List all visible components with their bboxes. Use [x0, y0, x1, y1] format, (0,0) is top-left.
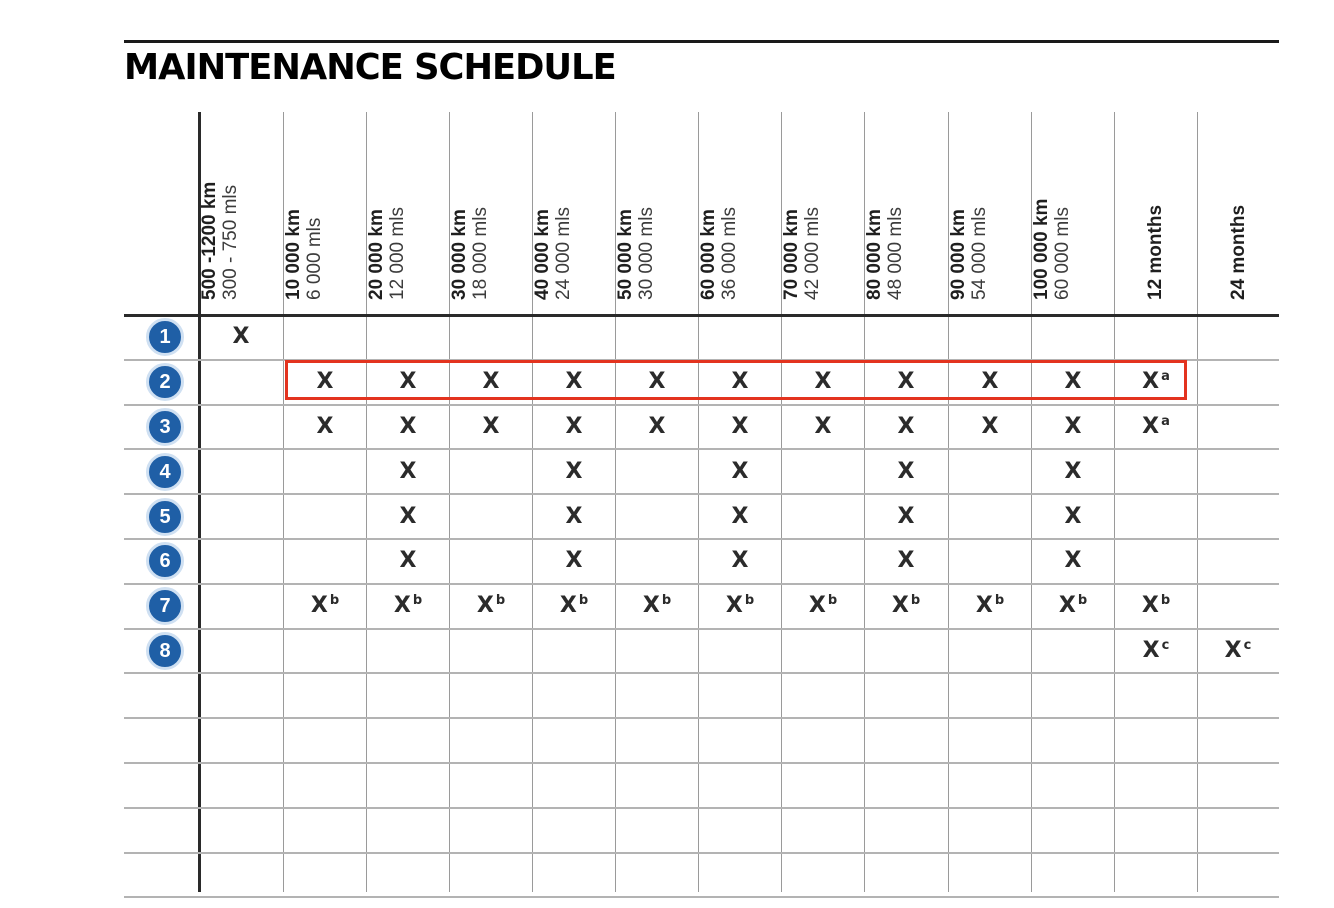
- schedule-mark: X: [1064, 414, 1082, 439]
- schedule-mark: X: [482, 414, 500, 439]
- schedule-mark: X: [981, 414, 999, 439]
- schedule-mark: X: [1064, 459, 1082, 484]
- footnote-marker: c: [1243, 638, 1252, 653]
- row-number-badge: 8: [146, 632, 184, 670]
- schedule-mark: X: [316, 414, 334, 439]
- column-header-secondary: 60 000 mls: [1052, 207, 1073, 300]
- schedule-mark: X: [1064, 369, 1082, 394]
- column-header-primary: 70 000 km: [781, 209, 802, 300]
- column-header-secondary: 18 000 mls: [470, 207, 491, 300]
- column-header-primary: 10 000 km: [283, 209, 304, 300]
- column-header-primary: 500 -1200 km: [199, 181, 220, 300]
- row-divider: [124, 448, 1279, 450]
- row-divider: [124, 896, 1279, 898]
- footnote-marker: b: [495, 593, 506, 608]
- row-divider: [124, 628, 1279, 630]
- column-header-primary: 20 000 km: [366, 209, 387, 300]
- schedule-mark: X: [648, 414, 666, 439]
- schedule-mark: X: [565, 414, 583, 439]
- column-header-primary: 80 000 km: [864, 209, 885, 300]
- footnote-marker: b: [1160, 593, 1171, 608]
- column-header-secondary: 36 000 mls: [719, 207, 740, 300]
- column-header-primary: 30 000 km: [449, 209, 470, 300]
- schedule-mark: X: [399, 414, 417, 439]
- column-header-primary: 50 000 km: [615, 209, 636, 300]
- footnote-marker: b: [910, 593, 921, 608]
- schedule-mark: X: [897, 504, 915, 529]
- schedule-mark: X: [731, 504, 749, 529]
- row-number-badge: 2: [146, 363, 184, 401]
- schedule-mark: X: [648, 369, 666, 394]
- row-number-badge: 5: [146, 498, 184, 536]
- schedule-mark: X $^a$: [1142, 369, 1170, 394]
- row-highlight-box: [285, 360, 1187, 400]
- footnote-marker: b: [1077, 593, 1088, 608]
- row-number-badge: 1: [146, 318, 184, 356]
- schedule-mark: X: [731, 369, 749, 394]
- column-header-secondary: 30 000 mls: [636, 207, 657, 300]
- schedule-mark: X $^b$: [642, 593, 672, 618]
- schedule-mark: X: [316, 369, 334, 394]
- column-header-secondary: 6 000 mls: [304, 217, 325, 300]
- footnote-marker: b: [827, 593, 838, 608]
- top-rule: [124, 40, 1279, 43]
- footnote-marker: a: [1161, 414, 1170, 429]
- row-number-badge: 7: [146, 587, 184, 625]
- schedule-mark: X $^c$: [1224, 638, 1252, 663]
- footnote-marker: b: [744, 593, 755, 608]
- column-header-primary: 60 000 km: [698, 209, 719, 300]
- column-header-secondary: 48 000 mls: [885, 207, 906, 300]
- row-divider: [124, 404, 1279, 406]
- schedule-mark: X: [565, 548, 583, 573]
- row-divider: [124, 672, 1279, 674]
- schedule-mark: X $^b$: [1058, 593, 1088, 618]
- schedule-mark: X: [814, 414, 832, 439]
- schedule-mark: X $^b$: [725, 593, 755, 618]
- column-header-secondary: 12 000 mls: [387, 207, 408, 300]
- row-divider: [124, 493, 1279, 495]
- footnote-marker: b: [578, 593, 589, 608]
- schedule-mark: X: [897, 369, 915, 394]
- schedule-mark: X: [399, 369, 417, 394]
- schedule-mark: X: [399, 459, 417, 484]
- column-divider: [1114, 112, 1115, 892]
- row-divider: [124, 717, 1279, 719]
- row-number-badge: 4: [146, 453, 184, 491]
- footnote-marker: b: [994, 593, 1005, 608]
- schedule-mark: X $^b$: [393, 593, 423, 618]
- schedule-mark: X $^b$: [310, 593, 340, 618]
- column-header-secondary: 54 000 mls: [969, 207, 990, 300]
- column-header-primary: 24 months: [1228, 204, 1249, 300]
- column-header-primary: 100 000 km: [1031, 198, 1052, 300]
- column-header-secondary: 24 000 mls: [553, 207, 574, 300]
- schedule-mark: X: [1064, 504, 1082, 529]
- column-header-secondary: 42 000 mls: [802, 207, 823, 300]
- column-divider: [1197, 112, 1198, 892]
- footnote-marker: b: [329, 593, 340, 608]
- schedule-mark: X: [731, 414, 749, 439]
- schedule-mark: X: [399, 504, 417, 529]
- page-title: MAINTENANCE SCHEDULE: [124, 47, 616, 88]
- row-divider: [124, 807, 1279, 809]
- schedule-mark: X $^b$: [559, 593, 589, 618]
- footnote-marker: a: [1161, 369, 1170, 384]
- schedule-mark: X: [565, 504, 583, 529]
- schedule-mark: X: [897, 414, 915, 439]
- row-divider: [124, 762, 1279, 764]
- column-header-primary: 12 months: [1145, 204, 1166, 300]
- schedule-mark: X $^b$: [808, 593, 838, 618]
- schedule-mark: X: [399, 548, 417, 573]
- footnote-marker: b: [412, 593, 423, 608]
- column-header-primary: 90 000 km: [948, 209, 969, 300]
- schedule-mark: X $^b$: [975, 593, 1005, 618]
- schedule-mark: X: [731, 548, 749, 573]
- schedule-mark: X $^b$: [891, 593, 921, 618]
- row-number-badge: 3: [146, 408, 184, 446]
- column-header-secondary: 300 - 750 mls: [220, 184, 241, 300]
- row-number-badge: 6: [146, 542, 184, 580]
- footnote-marker: c: [1161, 638, 1170, 653]
- schedule-mark: X: [1064, 548, 1082, 573]
- schedule-mark: X: [565, 369, 583, 394]
- schedule-mark: X: [897, 459, 915, 484]
- schedule-mark: X: [814, 369, 832, 394]
- schedule-mark: X $^b$: [476, 593, 506, 618]
- footnote-marker: b: [661, 593, 672, 608]
- row-divider: [124, 583, 1279, 585]
- schedule-mark: X: [981, 369, 999, 394]
- row-divider: [124, 852, 1279, 854]
- schedule-mark: X $^a$: [1142, 414, 1170, 439]
- schedule-mark: X: [232, 324, 250, 349]
- schedule-mark: X $^c$: [1142, 638, 1170, 663]
- header-rule: [124, 314, 1279, 317]
- schedule-mark: X: [897, 548, 915, 573]
- column-header-primary: 40 000 km: [532, 209, 553, 300]
- row-divider: [124, 538, 1279, 540]
- schedule-mark: X $^b$: [1141, 593, 1171, 618]
- schedule-mark: X: [482, 369, 500, 394]
- schedule-mark: X: [565, 459, 583, 484]
- schedule-mark: X: [731, 459, 749, 484]
